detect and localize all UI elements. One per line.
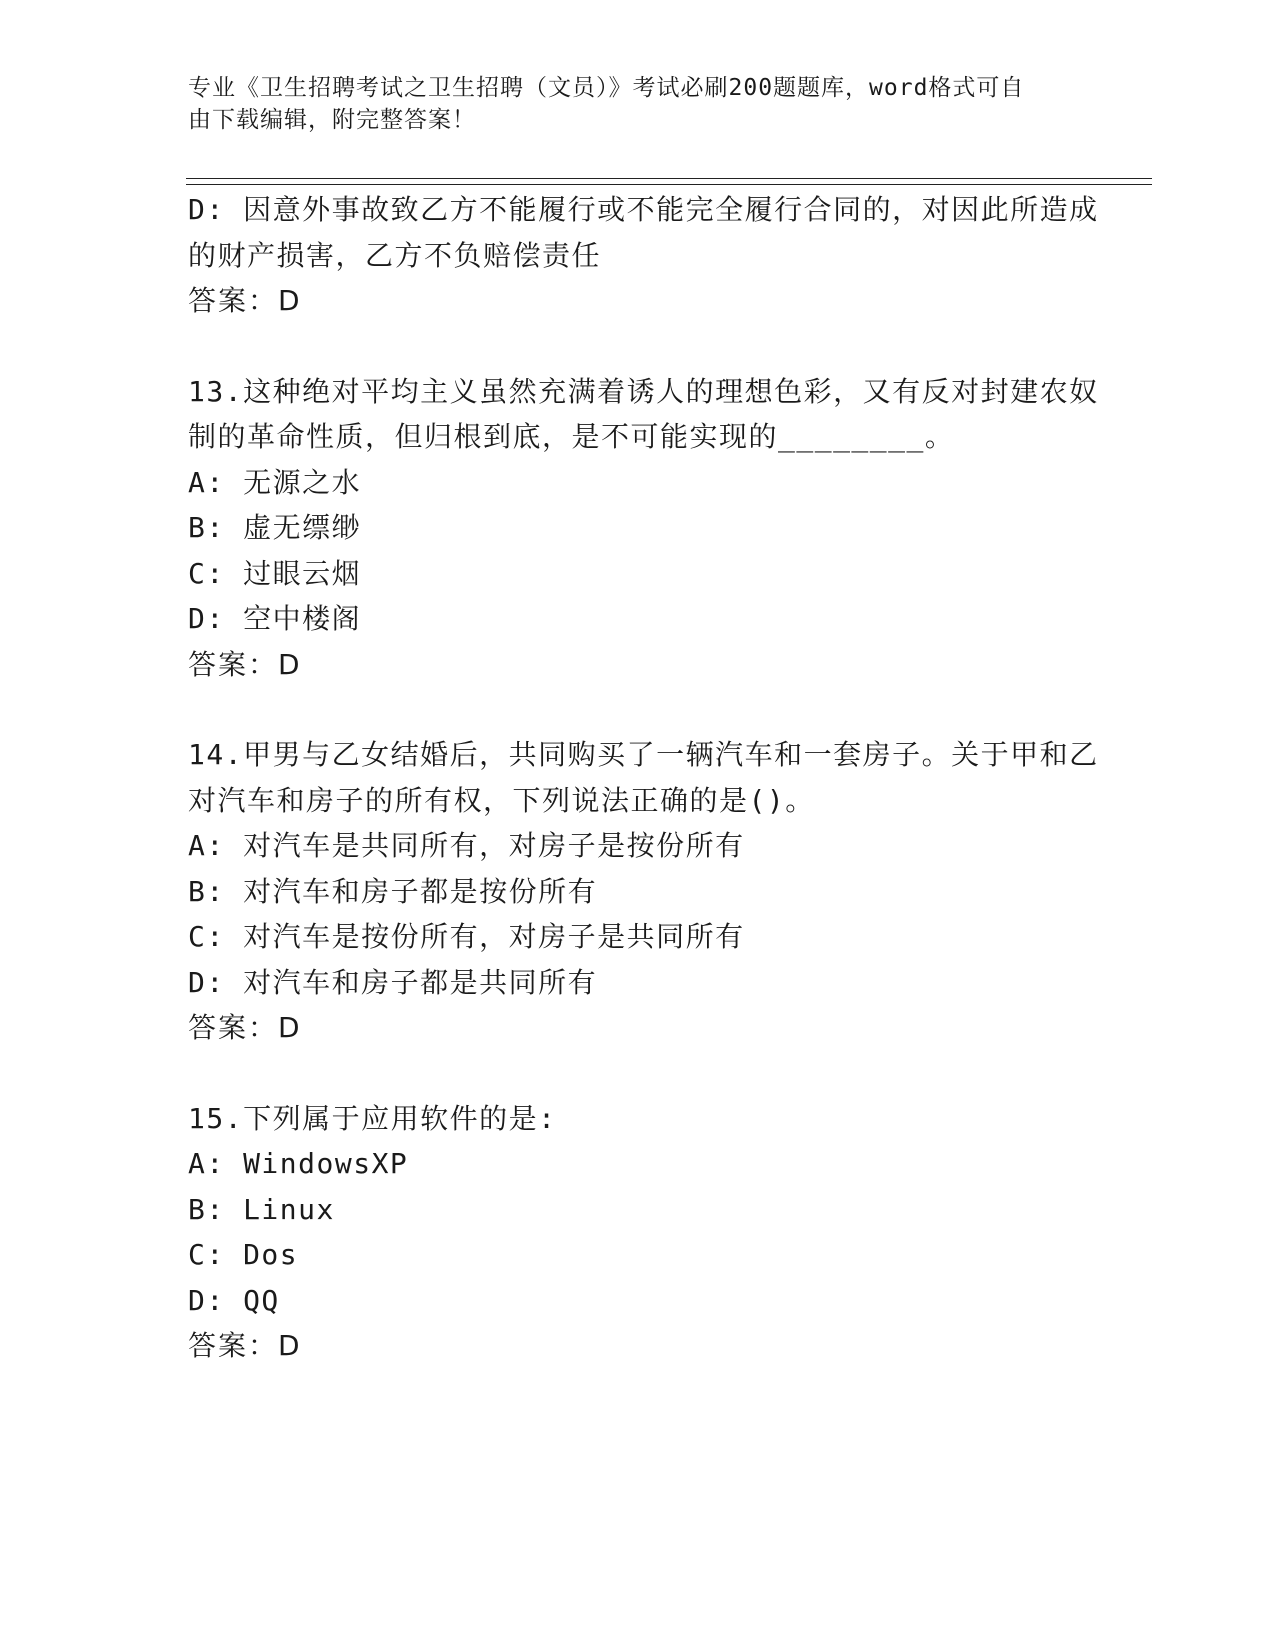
spacer (188, 1051, 1088, 1096)
option-c: C: Dos (188, 1238, 299, 1271)
spacer (188, 324, 1088, 369)
option-a: A: 无源之水 (188, 465, 362, 499)
option-c: C: 对汽车是按份所有，对房子是共同所有 (188, 920, 745, 953)
header-rule-top (186, 178, 1152, 179)
header-rule-bottom (186, 184, 1152, 185)
question-stem: 14.甲男与乙女结婚后，共同购买了一辆汽车和一套房子。关于甲和乙 (188, 738, 1099, 771)
question-content (188, 187, 1099, 1369)
document-header (188, 72, 1068, 136)
answer: 答案：D (188, 1329, 302, 1362)
question-stem-continued: 对汽车和房子的所有权，下列说法正确的是()。 (188, 783, 815, 817)
option-d: D: 对汽车和房子都是共同所有 (188, 965, 598, 999)
question-stem-continued: 制的革命性质，但归根到底，是不可能实现的________。 (188, 420, 955, 453)
answer: 答案：D (188, 1011, 302, 1044)
option-b: B: 对汽车和房子都是按份所有 (188, 874, 598, 908)
question-stem: 15.下列属于应用软件的是: (188, 1101, 557, 1135)
option-d: D: 因意外事故致乙方不能履行或不能完全履行合同的，对因此所造成 (188, 193, 1099, 226)
option-c: C: 过眼云烟 (188, 556, 362, 590)
option-b: B: Linux (188, 1192, 335, 1226)
option-a: A: 对汽车是共同所有，对房子是按份所有 (188, 829, 745, 862)
previous-question-block (188, 187, 1099, 324)
header-line-1: 专业《卫生招聘考试之卫生招聘（文员）》考试必刷200题题库，word格式可自 (188, 75, 1025, 101)
header-line-2: 由下载编辑，附完整答案！ (188, 107, 476, 133)
option-b: B: 虚无缥缈 (188, 511, 362, 544)
question-14 (188, 732, 1099, 1051)
question-15 (188, 1096, 1088, 1369)
question-stem: 13.这种绝对平均主义虽然充满着诱人的理想色彩，又有反对封建农奴 (188, 374, 1099, 408)
option-a: A: WindowsXP (188, 1147, 409, 1180)
spacer (188, 687, 1088, 732)
option-d: D: QQ (188, 1283, 280, 1317)
option-d-continued: 的财产损害，乙方不负赔偿责任 (188, 238, 602, 272)
question-13 (188, 369, 1099, 688)
answer: 答案：D (188, 647, 302, 681)
answer: 答案：D (188, 284, 302, 317)
option-d: D: 空中楼阁 (188, 602, 362, 635)
